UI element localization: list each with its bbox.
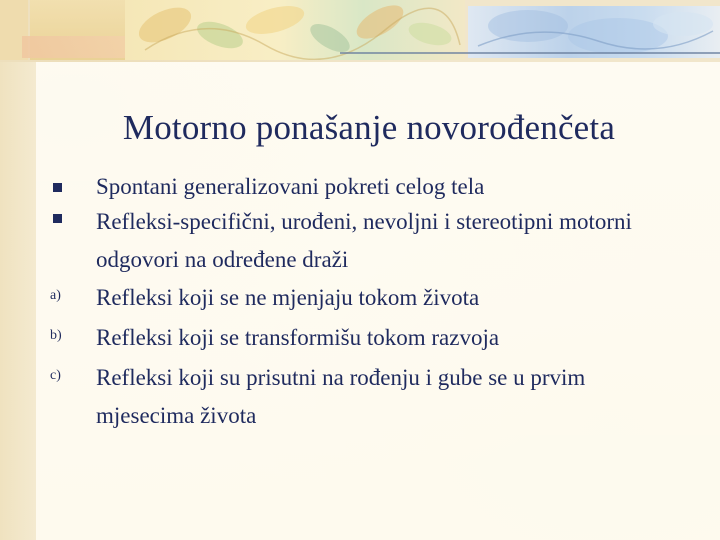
list-item-text: Refleksi koji se ne mjenjaju tokom života (96, 285, 480, 310)
decor-peach-strip (22, 36, 134, 58)
list-item-text: Spontani generalizovani pokreti celog tela (96, 174, 485, 199)
bullet-list (0, 172, 720, 435)
decor-leaf-image (125, 0, 465, 60)
decorative-header-band (0, 0, 720, 62)
slide-title: Motorno ponašanje novorođenčeta (122, 108, 616, 147)
list-item-text: Refleksi koji se transformišu tokom razvoja (96, 325, 500, 350)
decor-blue-image (468, 6, 720, 58)
list-item-text: Refleksi koji su prisutni na rođenju i gube se u prvim mjesecima života (96, 365, 586, 428)
list-item-text: Refleksi-specifični, urođeni, nevoljni i stereotipni motorni odgovori na određene draži (96, 209, 632, 272)
list-item (0, 319, 720, 359)
list-marker: a) (50, 288, 61, 303)
blue-pattern-icon (468, 6, 720, 58)
list-item (0, 172, 720, 203)
leaf-pattern-icon (125, 0, 465, 60)
decor-divider-line (340, 52, 720, 54)
square-bullet-icon (53, 183, 62, 192)
list-marker: b) (50, 328, 62, 343)
list-item (0, 279, 720, 319)
list-item (0, 359, 720, 435)
list-marker: c) (50, 368, 61, 383)
square-bullet-icon (53, 214, 62, 223)
list-item (0, 203, 720, 279)
